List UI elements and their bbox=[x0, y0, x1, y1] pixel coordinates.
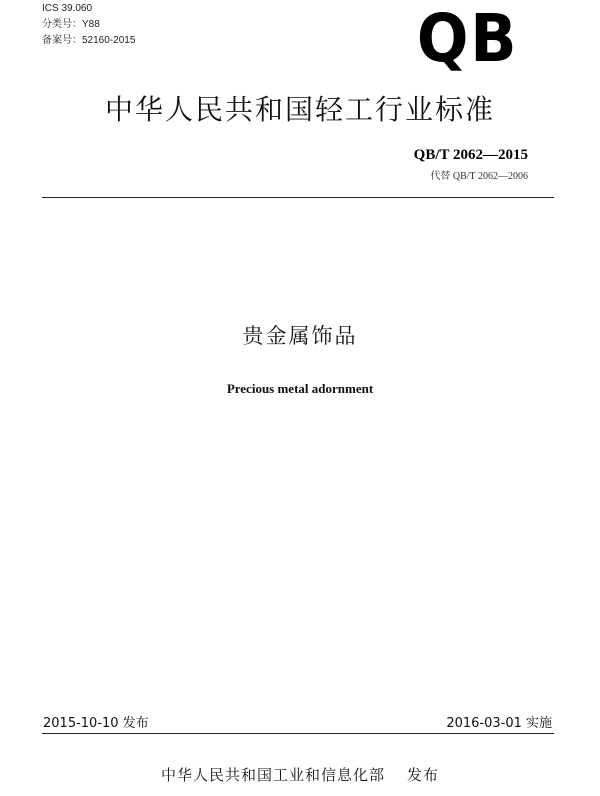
qb-logo: QB bbox=[416, 0, 518, 77]
ics-code: ICS 39.060 bbox=[42, 3, 93, 14]
filing-number: 备案号：52160-2015 bbox=[42, 35, 136, 46]
classification-block bbox=[42, 1, 135, 49]
implementation-date: 2016-03-01 实施 bbox=[446, 716, 552, 731]
replaces-standard: 代替 QB/T 2062—2006 bbox=[430, 171, 528, 182]
issued-label: 发布 bbox=[407, 766, 440, 784]
issuing-authority bbox=[0, 764, 600, 785]
issuer-name: 中华人民共和国工业和信息化部 bbox=[160, 766, 385, 784]
document-title-chinese: 贵金属饰品 bbox=[242, 324, 358, 348]
bottom-divider bbox=[42, 733, 554, 734]
issue-date: 2015-10-10 发布 bbox=[43, 716, 149, 731]
document-title-english: Precious metal adornment bbox=[226, 381, 374, 396]
standard-category-title: 中华人民共和国轻工行业标准 bbox=[104, 93, 495, 126]
standard-code: QB/T 2062—2015 bbox=[413, 147, 528, 163]
classification-number: 分类号：Y88 bbox=[42, 19, 100, 30]
top-divider bbox=[42, 197, 554, 198]
